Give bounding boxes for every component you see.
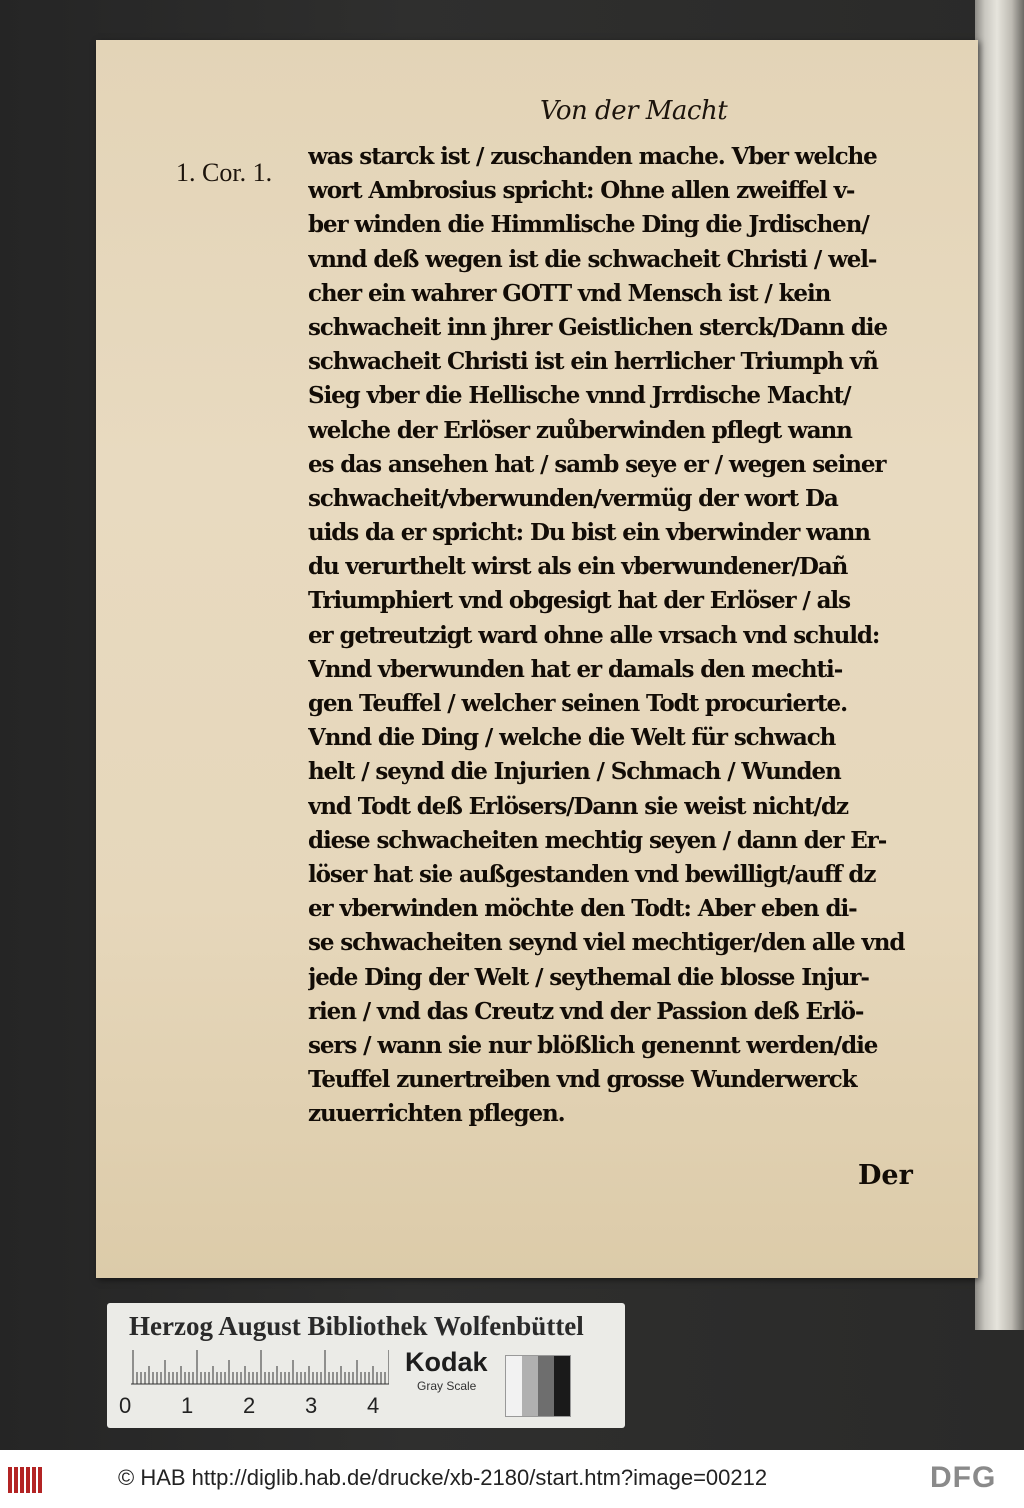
text-line: welche der Erlöser zuůberwinden pflegt wann: [308, 416, 852, 444]
text-line: es das ansehen hat / samb seye er / wegen seiner: [308, 450, 886, 478]
ruler-number: 0: [119, 1393, 132, 1418]
gray-scale-label: Gray Scale: [417, 1379, 477, 1393]
ruler-icon: [131, 1349, 389, 1385]
text-line: du verurthelt wirst als ein vberwundener/Dañ: [308, 553, 848, 581]
catchword: Der: [858, 1160, 913, 1191]
text-line: helt / seynd die Injurien / Schmach / Wunden: [308, 758, 841, 786]
text-line: zuuerrichten pflegen.: [308, 1100, 565, 1128]
gray-swatch-step: [506, 1356, 522, 1416]
text-line: se schwacheiten seynd viel mechtiger/den alle vnd: [308, 929, 905, 957]
gray-swatch-step: [522, 1356, 538, 1416]
text-line: schwacheit Christi ist ein herrlicher Triumph vñ: [308, 348, 878, 376]
text-line: sers / wann sie nur blößlich genennt werden/die: [308, 1031, 878, 1059]
running-head: Von der Macht: [540, 96, 728, 126]
text-line: schwacheit inn jhrer Geistlichen sterck/Dann die: [308, 313, 887, 341]
hab-logo-icon: [8, 1467, 46, 1493]
adjacent-page-edge: [975, 0, 1024, 1330]
text-line: ber winden die Himmlische Ding die Jrdischen/: [308, 211, 869, 239]
text-line: Triumphiert vnd obgesigt hat der Erlöser / als: [308, 587, 850, 615]
footer-credit-link[interactable]: © HAB http://diglib.hab.de/drucke/xb-2180/start.htm?image=00212: [118, 1465, 768, 1490]
text-line: Sieg vber die Hellische vnnd Jrrdische Macht/: [308, 382, 851, 410]
text-line: er vberwinden möchte den Todt: Aber eben di-: [308, 895, 857, 923]
margin-note: 1. Cor. 1.: [176, 158, 273, 187]
text-line: schwacheit/vberwunden/vermüg der wort Da: [308, 484, 838, 512]
text-line: gen Teuffel / welcher seinen Todt procurierte.: [308, 690, 847, 717]
color-scale-card: [107, 1303, 625, 1428]
text-line: rien / vnd das Creutz vnd der Passion deß Erlö-: [308, 997, 864, 1025]
gray-scale-swatch: [505, 1355, 571, 1417]
text-line: diese schwacheiten mechtig seyen / dann der Er-: [308, 826, 887, 854]
text-line: was starck ist / zuschanden mache. Vber welche: [308, 143, 877, 170]
text-line: vnd Todt deß Erlösers/Dann sie weist nicht/dz: [308, 792, 848, 820]
kodak-logo: Kodak: [405, 1347, 488, 1377]
gray-swatch-step: [538, 1356, 554, 1416]
ruler-number: 4: [367, 1393, 380, 1418]
text-line: cher ein wahrer GOTT vnd Mensch ist / kein: [308, 279, 831, 307]
text-line: uids da er spricht: Du bist ein vberwinder wann: [308, 519, 870, 547]
footer-bar: [0, 1450, 1024, 1508]
text-line: Vnnd die Ding / welche die Welt für schwach: [308, 724, 836, 752]
text-line: jede Ding der Welt / seythemal die blosse Injur-: [308, 963, 869, 991]
gray-swatch-step: [554, 1356, 570, 1416]
page-body-text: [308, 140, 932, 1131]
text-line: Vnnd vberwunden hat er damals den mechti-: [308, 655, 843, 683]
text-line: löser hat sie außgestanden vnd bewilligt/auff dz: [308, 860, 876, 888]
ruler-number: 1: [181, 1393, 194, 1418]
text-line: vnnd deß wegen ist die schwacheit Christi / wel-: [308, 245, 877, 273]
ruler-number: 3: [305, 1393, 318, 1418]
dfg-logo: DFG: [930, 1461, 997, 1494]
text-line: Teuffel zunertreiben vnd grosse Wunderwerck: [308, 1066, 857, 1094]
text-line: wort Ambrosius spricht: Ohne allen zweiffel v-: [308, 177, 855, 205]
library-name: Herzog August Bibliothek Wolfenbüttel: [129, 1311, 584, 1341]
text-line: er getreutzigt ward ohne alle vrsach vnd schuld:: [308, 621, 880, 649]
ruler-numbers: [119, 1393, 389, 1421]
ruler-number: 2: [243, 1393, 256, 1418]
